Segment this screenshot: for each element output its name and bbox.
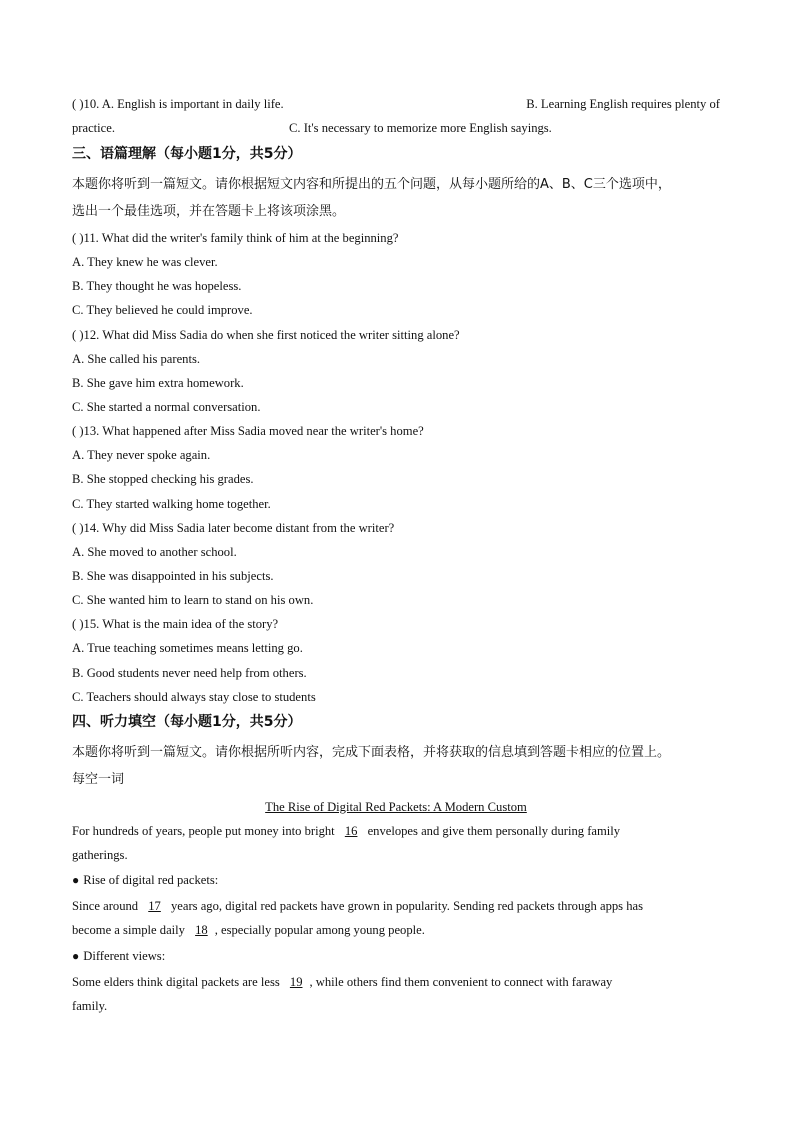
question-12: ( )12. What did Miss Sadia do when she first noticed the writer sitting alone? xyxy=(72,328,460,342)
q11-option-b: B. They thought he was hopeless. xyxy=(72,279,242,293)
passage-title: The Rise of Digital Red Packets: A Modern Custom xyxy=(265,800,527,814)
q13-option-a: A. They never spoke again. xyxy=(72,448,211,462)
section4-heading: 四、听力填空（每小题1分，共5分） xyxy=(72,714,302,730)
paragraph-4-line-1 xyxy=(72,974,720,990)
paragraph-3-text-cont: , especially popular among young people. xyxy=(214,923,425,937)
q10-line-2 xyxy=(72,120,720,136)
paragraph-1-line-2: gatherings. xyxy=(72,848,128,862)
bullet-icon: ● xyxy=(72,949,80,963)
q10-option-c: C. It's necessary to memorize more English sayings. xyxy=(289,121,552,135)
paragraph-1-text-cont: envelopes and give them personally during family xyxy=(364,824,621,838)
paragraph-4-text-cont: , while others find them convenient to connect with faraway xyxy=(309,975,613,989)
q10-continuation: practice. xyxy=(72,121,115,135)
question-13: ( )13. What happened after Miss Sadia moved near the writer's home? xyxy=(72,424,424,438)
q15-option-a: A. True teaching sometimes means letting go. xyxy=(72,641,303,655)
bullet-rise-label: Rise of digital red packets: xyxy=(83,873,219,887)
bullet-views-label: Different views: xyxy=(83,949,166,963)
q10-line-1 xyxy=(72,96,720,112)
q14-option-c: C. She wanted him to learn to stand on his own. xyxy=(72,593,314,607)
q14-option-a: A. She moved to another school. xyxy=(72,545,237,559)
section3-instruction-2: 选出一个最佳选项，并在答题卡上将该项涂黑。 xyxy=(72,204,346,219)
paragraph-2-line-2 xyxy=(72,922,720,938)
q14-option-b: B. She was disappointed in his subjects. xyxy=(72,569,274,583)
paragraph-1-line-1 xyxy=(72,823,720,839)
paragraph-2-text: Since around xyxy=(72,899,142,913)
section3-heading: 三、语篇理解（每小题1分，共5分） xyxy=(72,146,302,162)
q13-option-c: C. They started walking home together. xyxy=(72,497,271,511)
paragraph-3-text: become a simple daily xyxy=(72,923,189,937)
section3-instruction-1: 本题你将听到一篇短文。请你根据短文内容和所提出的五个问题，从每小题所给的A、B、C三个选项中， xyxy=(72,177,671,192)
bullet-views xyxy=(72,948,720,964)
paragraph-2-line-1 xyxy=(72,898,720,914)
q12-option-a: A. She called his parents. xyxy=(72,352,201,366)
section4-instruction-2: 每空一词 xyxy=(72,772,125,787)
q15-option-c: C. Teachers should always stay close to students xyxy=(72,690,316,704)
section4-instruction-1: 本题你将听到一篇短文。请你根据所听内容，完成下面表格，并将获取的信息填到答题卡相应的位置上。 xyxy=(72,745,671,760)
paragraph-4-text: Some elders think digital packets are less xyxy=(72,975,283,989)
q15-option-b: B. Good students never need help from others. xyxy=(72,666,307,680)
bullet-icon: ● xyxy=(72,873,80,887)
q12-option-c: C. She started a normal conversation. xyxy=(72,400,261,414)
blank-16[interactable]: 16 xyxy=(344,824,358,838)
paragraph-2-text-cont: years ago, digital red packets have grown in popularity. Sending red packets through apps has xyxy=(167,899,644,913)
paragraph-1-text: For hundreds of years, people put money into bright xyxy=(72,824,338,838)
blank-19[interactable]: 19 xyxy=(289,975,303,989)
paragraph-4-line-2: family. xyxy=(72,999,108,1013)
question-15: ( )15. What is the main idea of the story? xyxy=(72,617,279,631)
bullet-rise xyxy=(72,872,720,888)
q10-option-a: ( )10. A. English is important in daily life. xyxy=(72,97,284,111)
blank-18[interactable]: 18 xyxy=(195,923,208,937)
q11-option-c: C. They believed he could improve. xyxy=(72,303,253,317)
question-11: ( )11. What did the writer's family think of him at the beginning? xyxy=(72,231,399,245)
q10-option-b: B. Learning English requires plenty of xyxy=(526,97,720,111)
blank-17[interactable]: 17 xyxy=(148,899,161,913)
q13-option-b: B. She stopped checking his grades. xyxy=(72,472,254,486)
question-14: ( )14. Why did Miss Sadia later become distant from the writer? xyxy=(72,521,395,535)
q12-option-b: B. She gave him extra homework. xyxy=(72,376,244,390)
q11-option-a: A. They knew he was clever. xyxy=(72,255,218,269)
